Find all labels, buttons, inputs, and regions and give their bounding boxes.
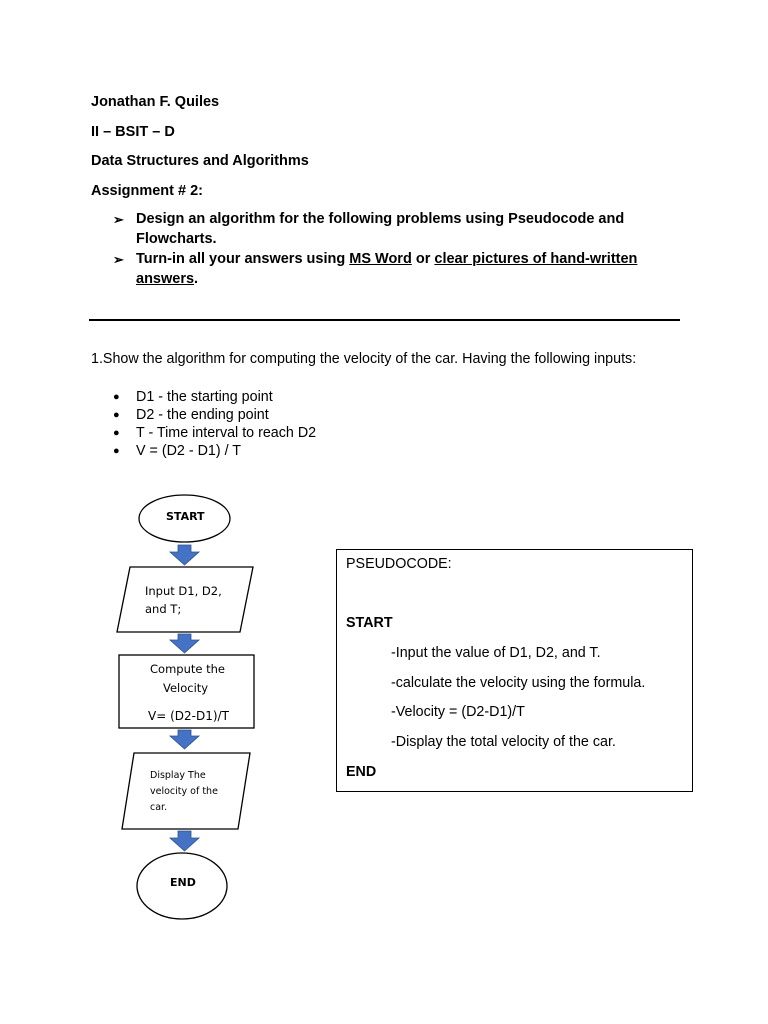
section-label: II – BSIT – D [91,124,175,140]
arrow-down-icon [170,730,199,749]
input-parallelogram [117,567,253,632]
assignment-title: Assignment # 2: [91,183,203,199]
input-text: D1 - the starting point [136,389,273,405]
pseudocode-start: START [346,615,393,631]
end-label: END [170,876,196,889]
arrow-down-icon [170,634,199,653]
arrow-bullet-icon: ➢ [113,212,124,227]
pseudocode-step: -Display the total velocity of the car. [391,734,616,750]
pseudocode-title: PSEUDOCODE: [346,556,452,572]
author-name: Jonathan F. Quiles [91,94,220,110]
bullet-dot-icon: ● [113,445,120,457]
input-label-line1: Input D1, D2, [145,584,222,598]
ms-word-text: MS Word [349,251,412,267]
instruction-suffix: . [194,270,199,287]
pseudocode-step: -Input the value of D1, D2, and T. [391,645,601,661]
compute-label-line2: Velocity [163,681,209,695]
pseudocode-box [336,549,693,792]
compute-formula: V= (D2-D1)/T [148,709,229,723]
arrow-down-icon [170,831,199,851]
pseudocode-step: -Velocity = (D2-D1)/T [391,704,525,720]
pseudocode-step: -calculate the velocity using the formula. [391,675,646,691]
arrow-bullet-icon: ➢ [113,252,124,267]
input-text: D2 - the ending point [136,407,269,423]
instruction-text-1: Design an algorithm for the following problems using Pseudocode and Flowcharts. [136,211,625,247]
input-label-line2: and T; [145,602,182,616]
input-text: T - Time interval to reach D2 [136,425,317,441]
instruction-prefix: Turn-in all your answers using [136,251,350,267]
course-title: Data Structures and Algorithms [91,153,309,169]
input-text: V = (D2 - D1) / T [136,443,241,459]
bullet-dot-icon: ● [113,391,120,403]
bullet-dot-icon: ● [113,427,120,439]
compute-label-line1: Compute the [150,662,225,676]
instruction-mid: or [411,251,435,267]
question-text: 1.Show the algorithm for computing the velocity of the car. Having the following inputs: [91,351,637,367]
display-label-line1: Display The [150,770,206,781]
arrow-down-icon [170,545,199,565]
start-label: START [166,510,205,523]
display-label-line2: velocity of the [150,786,218,797]
pseudocode-end: END [346,764,377,780]
hand-written-text: clear pictures of hand-written answers [136,251,638,287]
bullet-dot-icon: ● [113,409,120,421]
display-label-line3: car. [150,802,168,813]
